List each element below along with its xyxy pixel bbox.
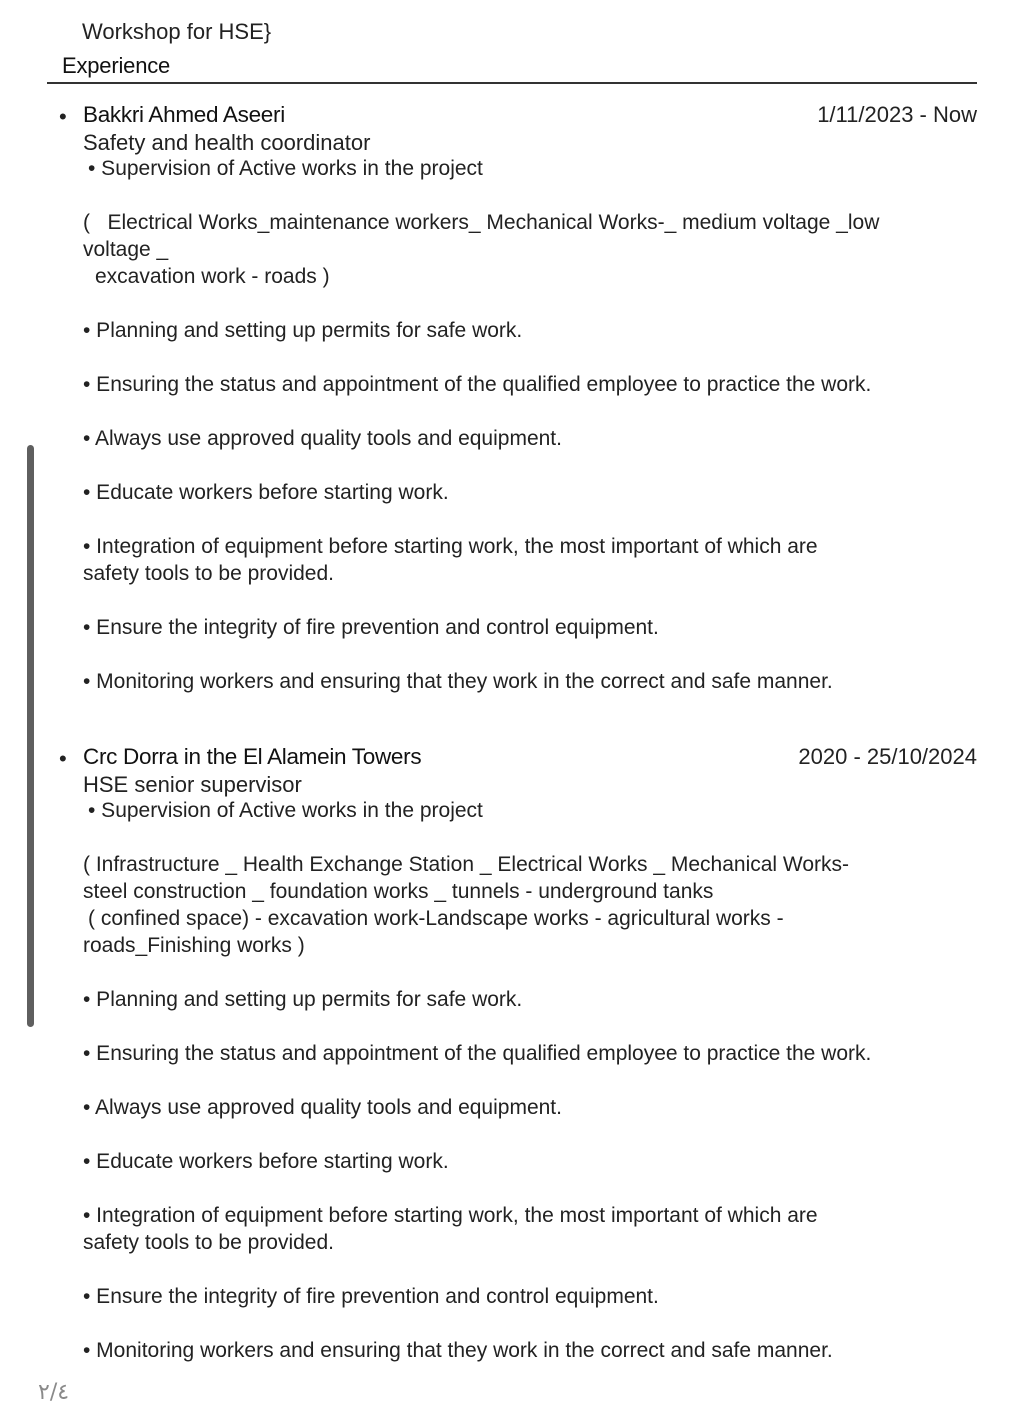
job-employer: Crc Dorra in the El Alamein Towers [83,744,422,769]
duty-line: • Monitoring workers and ensuring that they work in the correct and safe manner. [83,1339,833,1362]
supervision-line: • Supervision of Active works in the project [88,799,483,822]
duty-line: • Planning and setting up permits for safe work. [83,319,523,342]
job-bullet: • [59,746,67,771]
supervision-line: • Supervision of Active works in the project [88,157,483,180]
scope-line: steel construction _ foundation works _ tunnels - underground tanks [83,880,714,903]
scope-line: ( confined space) - excavation work-Landscape works - agricultural works - [88,907,784,930]
job-title: HSE senior supervisor [83,772,302,797]
vertical-scrollbar[interactable] [27,445,34,1027]
duty-line-continued: safety tools to be provided. [83,1231,334,1254]
section-divider [47,82,977,84]
job-employer: Bakkri Ahmed Aseeri [83,102,285,127]
duty-line: • Monitoring workers and ensuring that they work in the correct and safe manner. [83,670,833,693]
job-dates: 1/11/2023 - Now [817,102,977,127]
duty-line-continued: safety tools to be provided. [83,562,334,585]
scope-line: roads_Finishing works ) [83,934,305,957]
duty-line: • Always use approved quality tools and equipment. [83,1096,562,1119]
job-details [83,155,983,695]
job-title: Safety and health coordinator [83,130,371,155]
duty-line: • Educate workers before starting work. [83,1150,449,1173]
scope-line: ( Infrastructure _ Health Exchange Station _ Electrical Works _ Mechanical Works- [83,853,850,876]
scope-line: ( Electrical Works_maintenance workers_ Mechanical Works-_ medium voltage _low [83,211,880,234]
scope-line: excavation work - roads ) [95,265,330,288]
scope-line: voltage _ [83,238,169,261]
job-bullet: • [59,104,67,129]
duty-line: • Planning and setting up permits for safe work. [83,988,523,1011]
section-heading-experience: Experience [62,53,171,78]
duty-line: • Educate workers before starting work. [83,481,449,504]
duty-line: • Ensure the integrity of fire prevention and control equipment. [83,1285,659,1308]
duty-line: • Integration of equipment before starting work, the most important of which are [83,535,818,558]
duty-line: • Always use approved quality tools and equipment. [83,427,562,450]
page-number: ٢/٤ [38,1380,70,1405]
duty-line: • Ensuring the status and appointment of the qualified employee to practice the work. [83,1042,872,1065]
job-dates: 2020 - 25/10/2024 [798,744,977,769]
duty-line: • Ensuring the status and appointment of the qualified employee to practice the work. [83,373,872,396]
duty-line: • Ensure the integrity of fire prevention and control equipment. [83,616,659,639]
carryover-text: Workshop for HSE} [82,19,272,44]
duty-line: • Integration of equipment before starting work, the most important of which are [83,1204,818,1227]
job-details [83,797,983,1364]
